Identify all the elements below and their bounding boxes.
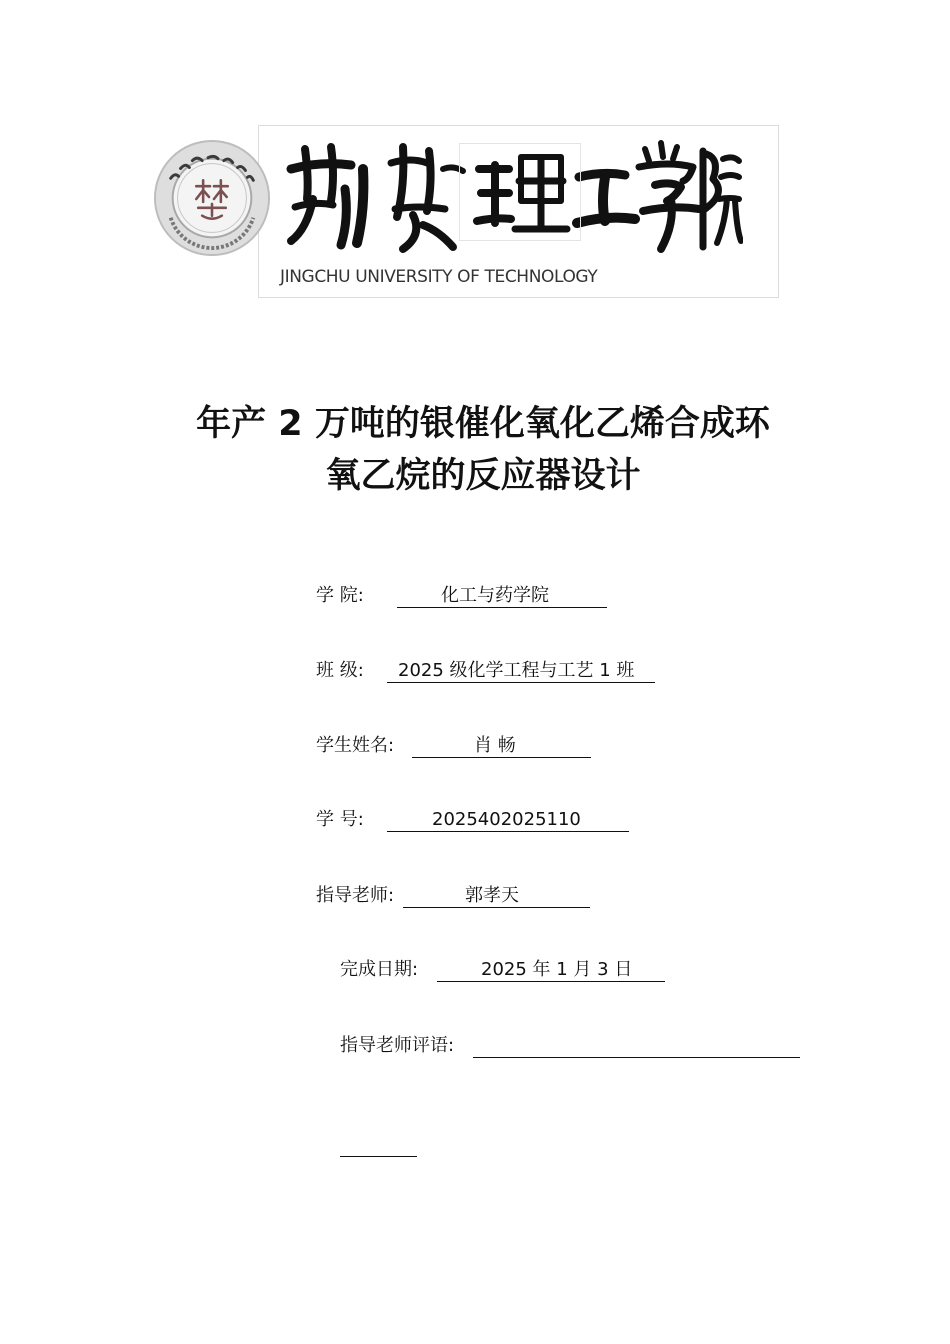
completion-date-field — [340, 958, 670, 982]
university-logo-banner — [143, 125, 779, 298]
calligraphy-frame — [459, 143, 581, 241]
advisor-comment-underline — [473, 1034, 800, 1058]
advisor-comment-continuation-line — [340, 1156, 417, 1157]
university-seal-icon — [153, 139, 271, 257]
advisor-comment-label: 指导老师评语: — [340, 1035, 455, 1056]
student-name-label: 学生姓名: — [316, 735, 395, 756]
thesis-title-line-2: 氧乙烷的反应器设计 — [325, 456, 641, 496]
thesis-title — [0, 398, 950, 502]
completion-date-value: 2025 年 1 月 3 日 — [481, 959, 633, 980]
advisor-value: 郭孝天 — [465, 885, 519, 906]
student-id-value: 2025402025110 — [432, 809, 581, 830]
advisor-label: 指导老师: — [316, 885, 395, 906]
college-value: 化工与药学院 — [441, 585, 549, 606]
class-label: 班 级: — [316, 660, 364, 681]
student-name-value: 肖 畅 — [474, 735, 516, 756]
completion-date-label: 完成日期: — [340, 959, 419, 980]
advisor-field — [316, 884, 606, 908]
college-field — [316, 584, 616, 608]
student-name-field — [316, 734, 606, 758]
thesis-title-line-1: 年产 2 万吨的银催化氧化乙烯合成环 — [196, 404, 770, 444]
class-field — [316, 659, 666, 683]
student-id-field — [316, 808, 636, 832]
university-english-name: JINGCHU UNIVERSITY OF TECHNOLOGY — [280, 267, 598, 287]
class-value: 2025 级化学工程与工艺 1 班 — [398, 660, 635, 681]
student-id-label: 学 号: — [316, 809, 364, 830]
college-label: 学 院: — [316, 585, 364, 606]
advisor-comment-field — [340, 1034, 805, 1058]
